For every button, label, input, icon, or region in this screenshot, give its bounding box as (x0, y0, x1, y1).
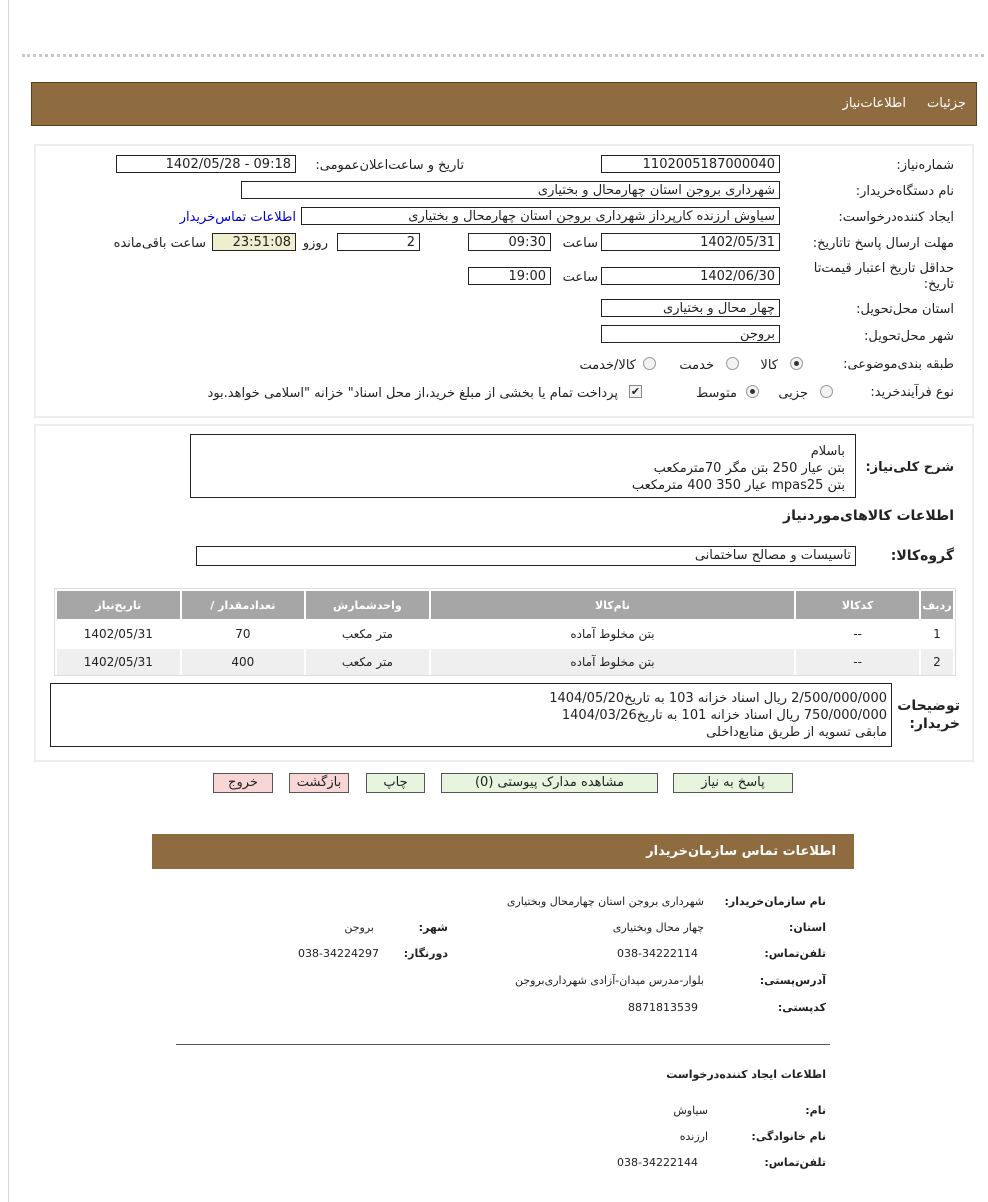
contact-city-value: بروجن (344, 921, 374, 934)
phone-label: تلفن‌تماس: (764, 947, 826, 960)
cell-code: -- (796, 621, 919, 647)
buyer-notes-line-2: 750/000/000 ریال اسناد خزانه 101 به تاریخ1404/03/26 (561, 708, 887, 723)
contact-divider (176, 1044, 830, 1045)
remaining-time-field: 23:51:08 (212, 233, 296, 251)
postal-label: کدپستی: (777, 1001, 826, 1014)
days-label: روزو (302, 236, 328, 251)
cell-code: -- (796, 649, 919, 675)
goods-table-frame (54, 588, 956, 676)
goods-group-field: تاسیسات و مصالح ساختمانی (196, 546, 856, 566)
validity-date-field: 1402/06/30 (601, 267, 780, 285)
buyer-notes-line-1: 2/500/000/000 ریال اسناد خزانه 103 به تاریخ1404/05/20 (549, 691, 887, 706)
dotted-separator (22, 54, 984, 57)
contact-header-bar (152, 834, 854, 869)
col-unit: واحدشمارش (306, 591, 429, 619)
category-label: طبقه بندی‌موضوعی: (843, 357, 954, 372)
cat-goods-service-radio[interactable] (643, 357, 656, 370)
remaining-label: ساعت باقی‌مانده (113, 236, 206, 251)
col-row: ردیف (921, 591, 953, 619)
days-field: 2 (337, 233, 420, 251)
buyer-notes-box (50, 683, 892, 747)
description-label: شرح کلی‌نیاز: (865, 460, 954, 475)
table-row (57, 621, 953, 647)
table-row (57, 649, 953, 675)
col-date: تاریخ‌نیاز (57, 591, 180, 619)
buyer-notes-line-3: مابقی تسویه از طریق منابع‌داخلی (706, 725, 887, 740)
creator-phone-value: 038-34222144 (617, 1156, 698, 1169)
col-name: نام‌کالا (431, 591, 795, 619)
buyer-field: شهرداری بروجن استان چهارمحال و بختیاری (241, 181, 780, 199)
col-qty: تعدادمقدار / (182, 591, 305, 619)
header-bar (31, 82, 977, 126)
cell-name: بتن مخلوط آماده (431, 649, 795, 675)
goods-group-label: گروه‌کالا: (890, 548, 954, 564)
exit-button[interactable]: خروج (213, 773, 273, 793)
cell-name: بتن مخلوط آماده (431, 621, 795, 647)
deadline-time-field: 09:30 (468, 233, 551, 251)
buyer-notes-label-2: خریدار: (909, 716, 960, 732)
cell-unit: متر مکعب (306, 649, 429, 675)
org-value: شهرداری بروجن استان چهارمحال وبختیاری (506, 895, 704, 908)
description-box (190, 434, 856, 498)
phone-value: 038-34222114 (617, 947, 698, 960)
cell-date: 1402/05/31 (57, 621, 180, 647)
cell-date: 1402/05/31 (57, 649, 180, 675)
buyer-notes-label-1: توضیحات (897, 698, 960, 714)
proc-medium-label: متوسط (696, 386, 737, 401)
fax-value: 038-34224297 (298, 947, 379, 960)
cat-service-radio[interactable] (726, 357, 739, 370)
need-number-label: شماره‌نیاز: (896, 158, 954, 173)
announce-label: تاریخ و ساعت‌اعلان‌عمومی: (315, 158, 464, 173)
tab-details[interactable]: جزئیات (927, 96, 966, 111)
contact-city-label: شهر: (418, 921, 448, 934)
cell-row: 1 (921, 621, 953, 647)
deadline-label: مهلت ارسال پاسخ تا‌تاریخ: (812, 236, 954, 251)
province-field: چهار محال و بختیاری (601, 299, 780, 317)
back-button[interactable]: بازگشت (289, 773, 349, 793)
contact-title: اطلاعات تماس سازمان‌خریدار (646, 844, 836, 859)
validity-hour-label: ساعت (562, 270, 598, 285)
buyer-label: نام دستگاه‌خریدار: (855, 184, 954, 199)
creator-field: سیاوش ارزنده کارپرداز شهرداری بروجن استان چهارمحال و بختیاری (301, 207, 780, 225)
goods-table (55, 589, 955, 677)
address-value: بلوار-مدرس میدان-آزادی شهرداری‌بروجن (515, 974, 704, 987)
cat-goods-label: کالا (760, 358, 778, 373)
payment-checkbox[interactable]: ✔ (630, 385, 641, 398)
need-number-field: 1102005187000040 (601, 155, 780, 173)
creator-family-label: نام خانوادگی: (751, 1130, 826, 1143)
cell-qty: 400 (182, 649, 305, 675)
contact-province-label: استان: (789, 921, 826, 934)
goods-section-title: اطلاعات کالاهای‌موردنیاز (783, 508, 954, 524)
cat-goods-service-label: کالا/خدمت (579, 358, 636, 373)
creator-family-value: ارزنده (679, 1130, 708, 1143)
org-label: نام سازمان‌خریدار: (724, 895, 826, 908)
creator-name-label: نام: (805, 1104, 826, 1117)
city-field: بروجن (601, 325, 780, 343)
announce-field: 1402/05/28 - 09:18 (116, 155, 296, 173)
creator-section-title: اطلاعات ایجاد کننده‌درخواست (666, 1068, 826, 1081)
process-label: نوع فرآیند‌خرید: (870, 385, 954, 400)
address-label: آدرس‌پستی: (759, 974, 826, 987)
deadline-date-field: 1402/05/31 (601, 233, 780, 251)
validity-label-2: تاریخ: (923, 277, 954, 292)
respond-button[interactable]: پاسخ به نیاز (673, 773, 793, 793)
proc-minor-label: جزیی (778, 386, 808, 401)
description-line-1: باسلام (810, 444, 845, 459)
province-label: استان محل‌تحویل: (856, 302, 954, 317)
deadline-hour-label: ساعت (562, 236, 598, 251)
contact-province-value: چهار محال وبختیاری (612, 921, 704, 934)
proc-minor-radio[interactable] (820, 385, 833, 398)
fax-label: دورنگار: (403, 947, 448, 960)
buyer-contact-link[interactable]: اطلاعات تماس‌خریدار (179, 210, 296, 225)
proc-medium-radio[interactable] (746, 385, 759, 398)
attachments-button[interactable]: مشاهده مدارک پیوستی (0) (441, 773, 658, 793)
creator-name-value: سیاوش (673, 1104, 708, 1117)
creator-label: ایجاد کننده‌درخواست: (838, 210, 954, 225)
cell-qty: 70 (182, 621, 305, 647)
cell-unit: متر مکعب (306, 621, 429, 647)
validity-label-1: حداقل تاریخ اعتبار قیمت‌تا (813, 261, 954, 276)
left-border-line (8, 0, 9, 1202)
description-line-3: بتن mpas25 عیار 350 400 مترمکعب (631, 478, 845, 493)
cell-row: 2 (921, 649, 953, 675)
validity-time-field: 19:00 (468, 267, 551, 285)
cat-service-label: خدمت (679, 358, 714, 373)
cat-goods-radio[interactable] (790, 357, 803, 370)
city-label: شهر محل‌تحویل: (864, 329, 954, 344)
description-line-2: بتن عیار 250 بتن مگر 70مترمکعب (653, 461, 845, 476)
col-code: کدکالا (796, 591, 919, 619)
postal-value: 8871813539 (628, 1001, 698, 1014)
tab-need-info[interactable]: اطلاعات‌نیاز (842, 96, 906, 111)
print-button[interactable]: چاپ (366, 773, 425, 793)
payment-note: پرداخت تمام یا بخشی از مبلغ خرید،از محل اسناد" خزانه "اسلامی خواهد.بود (207, 386, 618, 401)
creator-phone-label: تلفن‌تماس: (764, 1156, 826, 1169)
